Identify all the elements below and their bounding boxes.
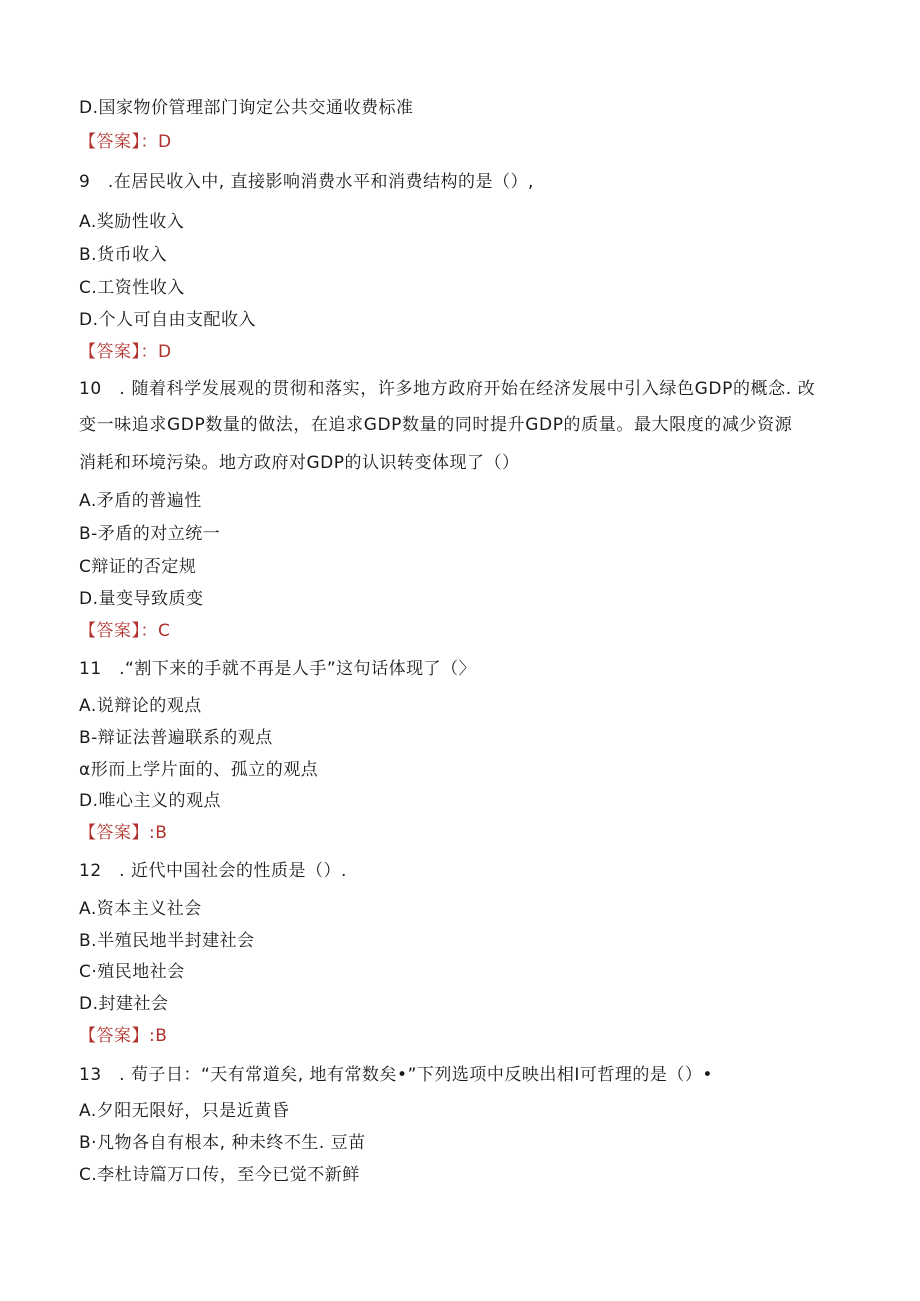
option-d-q11: D.唯心主义的观点 — [79, 791, 221, 811]
option-a-q10: A.矛盾的普遍性 — [79, 491, 202, 511]
answer-q9: 【答案】：D — [79, 342, 172, 362]
option-c-q10: C辩证的否定规 — [79, 557, 197, 577]
option-d-q9: D.个人可自由支配收入 — [79, 310, 256, 330]
question-9: 9 .在居民收入中, 直接影响消费水平和消费结构的是（）, — [79, 172, 534, 192]
answer-q11: 【答案】:B — [79, 823, 168, 843]
question-10-line-1: 10 . 随着科学发展观的贯彻和落实，许多地方政府开始在经济发展中引入绿色GDP的概念. 改 — [79, 379, 816, 399]
option-a-q13: A.夕阳无限好，只是近黄昏 — [79, 1101, 290, 1121]
option-a-q11: A.说辩论的观点 — [79, 696, 202, 716]
option-a-q12: A.资本主义社会 — [79, 899, 202, 919]
answer-q12: 【答案】:B — [79, 1026, 168, 1046]
question-10-line-3: 消耗和环境污染。地方政府对GDP的认识转变体现了（） — [79, 453, 520, 473]
option-b-q13: B·凡物各自有根本, 种未终不生. 豆苗 — [79, 1133, 366, 1153]
question-12: 12 . 近代中国社会的性质是（）. — [79, 861, 347, 881]
option-c-q13: C.李杜诗篇万口传，至今已觉不新鲜 — [79, 1165, 360, 1185]
option-c-q9: C.工资性收入 — [79, 278, 185, 298]
option-b-q10: B-矛盾的对立统一 — [79, 524, 221, 544]
option-b-q11: B-辩证法普遍联系的观点 — [79, 728, 273, 748]
question-10-line-2: 变一味追求GDP数量的做法，在追求GDP数量的同时提升GDP的质量。最大限度的减少资源 — [79, 415, 793, 435]
option-b-q12: B.半殖民地半封建社会 — [79, 931, 255, 951]
option-b-q9: B.货币收入 — [79, 245, 168, 265]
answer-q10: 【答案】：C — [79, 621, 171, 641]
option-c-q11: α形而上学片面的、孤立的观点 — [79, 760, 319, 780]
option-c-q12: C·殖民地社会 — [79, 962, 185, 982]
option-d-q12: D.封建社会 — [79, 994, 169, 1014]
option-d-q8: D.国家物价管理部门询定公共交通收费标准 — [79, 98, 414, 118]
answer-q8: 【答案】：D — [79, 132, 172, 152]
question-11: 11 .“割下来的手就不再是人手”这句话体现了（〉 — [79, 659, 477, 679]
option-d-q10: D.量变导致质变 — [79, 589, 204, 609]
option-a-q9: A.奖励性收入 — [79, 212, 185, 232]
question-13: 13 . 荀子日：“天有常道矣, 地有常数矣•”下列选项中反映出相I可哲理的是（）• — [79, 1065, 713, 1085]
